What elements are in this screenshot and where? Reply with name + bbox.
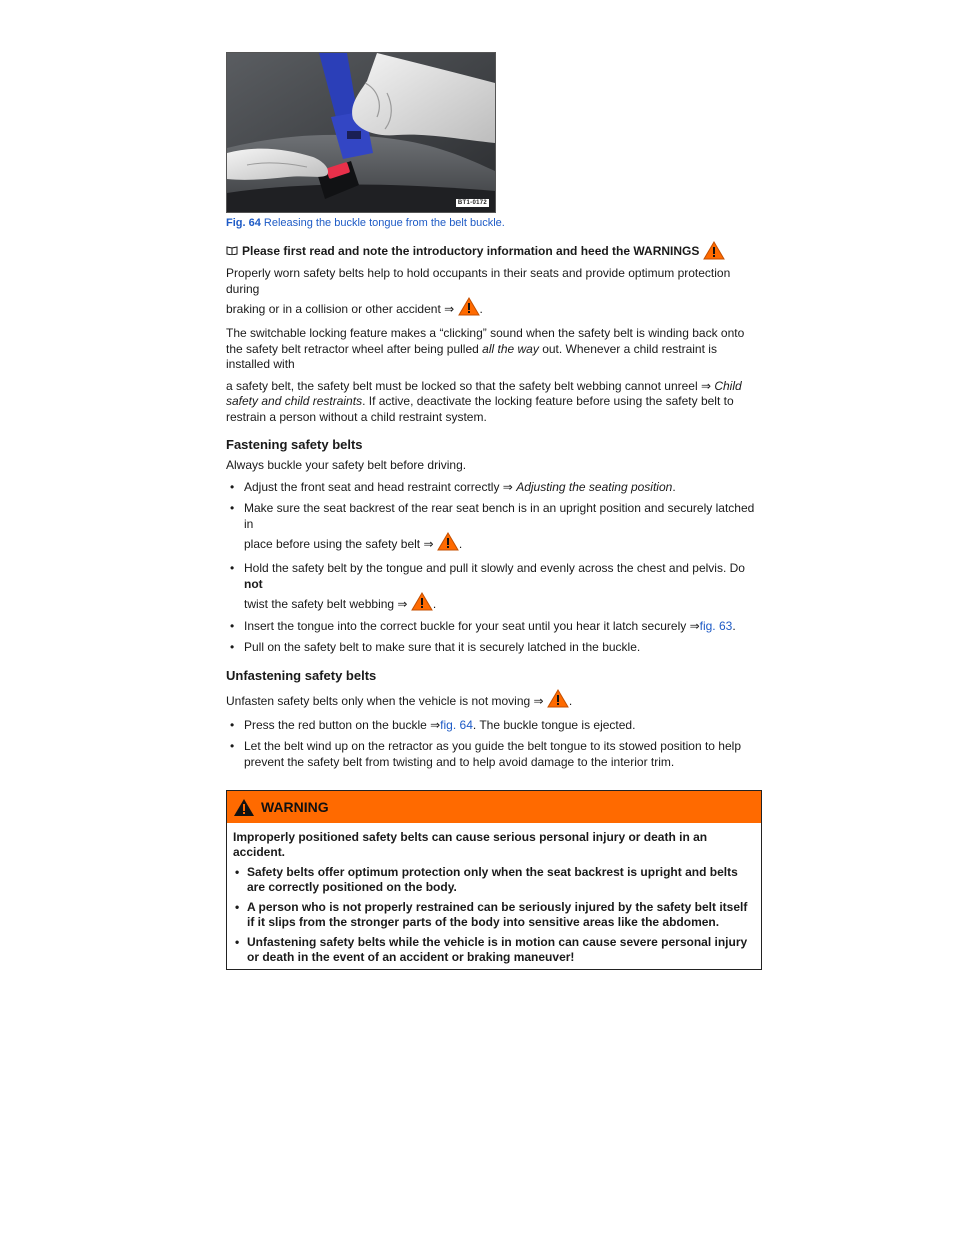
warning-triangle-icon[interactable] xyxy=(703,241,725,260)
warning-item: • Safety belts offer optimum protection only when the seat backrest is upright and belts are correctly positioned on the body. xyxy=(233,865,755,895)
link-fig-63[interactable]: fig. 63 xyxy=(699,618,733,633)
list-item: • Pull on the safety belt to make sure that it is securely latched in the buckle. xyxy=(226,640,762,656)
list-item: • Insert the tongue into the correct buckle for your seat until you hear it latch securely ⇒fig. 63. xyxy=(226,619,762,635)
warning-title: WARNING xyxy=(261,799,329,815)
figure-caption xyxy=(226,217,762,229)
figure-caption-text: Releasing the buckle tongue from the belt buckle. xyxy=(263,217,505,229)
unfastening-intro: Unfasten safety belts only when the vehicle is not moving ⇒ . xyxy=(226,689,762,712)
list-item: • Adjust the front seat and head restraint correctly ⇒ Adjusting the seating position. xyxy=(226,480,762,496)
intro-note xyxy=(226,241,762,260)
warning-triangle-icon[interactable] xyxy=(547,689,569,708)
book-icon xyxy=(226,246,238,255)
list-item: • Press the red button on the buckle ⇒fig. 64. The buckle tongue is ejected. xyxy=(226,718,762,734)
warning-triangle-icon[interactable] xyxy=(458,297,480,316)
figure-number: Fig. 64 xyxy=(226,217,261,229)
figure-buckle-release xyxy=(226,52,496,213)
paragraph-locking-feature: The switchable locking feature makes a “clicking” sound when the safety belt is winding back onto the safety belt retractor wheel after being pulled all the way out. Whenever a child restraint is installed with xyxy=(226,326,745,371)
warning-box xyxy=(226,790,762,970)
paragraph-protection: Properly worn safety belts help to hold occupants in their seats and provide optimum protection during xyxy=(226,266,731,296)
unfastening-steps xyxy=(226,718,762,771)
fastening-steps xyxy=(226,480,762,656)
warning-item: • Unfastening safety belts while the vehicle is in motion can cause severe personal injury or death in the event of an accident or braking maneuver! xyxy=(233,935,755,965)
warning-triangle-icon xyxy=(233,798,255,817)
list-item: • Let the belt wind up on the retractor as you guide the belt tongue to its stowed position to help prevent the safety belt from twisting and to help avoid damage to the interior trim. xyxy=(226,739,762,770)
fastening-intro: Always buckle your safety belt before driving. xyxy=(226,458,467,472)
link-child-safety[interactable]: Child safety and child restraints xyxy=(226,378,742,408)
link-fig-64[interactable]: fig. 64 xyxy=(440,717,473,732)
link-seating-position[interactable]: Adjusting the seating position xyxy=(516,479,673,494)
warning-body xyxy=(227,823,761,969)
paragraph-locking-feature-cont: a safety belt, the safety belt must be locked so that the safety belt webbing cannot unreel ⇒ Child safety and child restraints. If active, deactivate the locking feature before using the safety belt to restrain a person without a child restraint system. xyxy=(226,378,742,424)
paragraph-protection-cont: braking or in a collision or other accident ⇒ . xyxy=(226,297,762,320)
list-item: • Make sure the seat backrest of the rear seat bench is in an upright position and securely latched in place before using the safety belt ⇒ . xyxy=(226,501,762,555)
list-item: • Hold the safety belt by the tongue and pull it slowly and evenly across the chest and pelvis. Do not twist the safety belt webbing ⇒ . xyxy=(226,561,762,613)
heading-fastening: Fastening safety belts xyxy=(226,437,363,452)
warning-triangle-icon[interactable] xyxy=(411,592,433,611)
heading-unfastening: Unfastening safety belts xyxy=(226,667,377,683)
warning-item: • A person who is not properly restrained can be seriously injured by the safety belt itself if it slips from the stronger parts of the body into sensitive areas like the abdomen. xyxy=(233,900,755,930)
figure-id-label: BT1-0172 xyxy=(457,200,487,206)
warning-lead: Improperly positioned safety belts can cause serious personal injury or death in an accident. xyxy=(233,830,708,859)
buckle-illustration xyxy=(227,53,495,212)
warning-triangle-icon[interactable] xyxy=(437,532,459,551)
warning-header xyxy=(227,791,761,823)
intro-text: Please first read and note the introductory information and heed the WARNINGS xyxy=(242,243,700,258)
manual-page xyxy=(226,52,762,970)
